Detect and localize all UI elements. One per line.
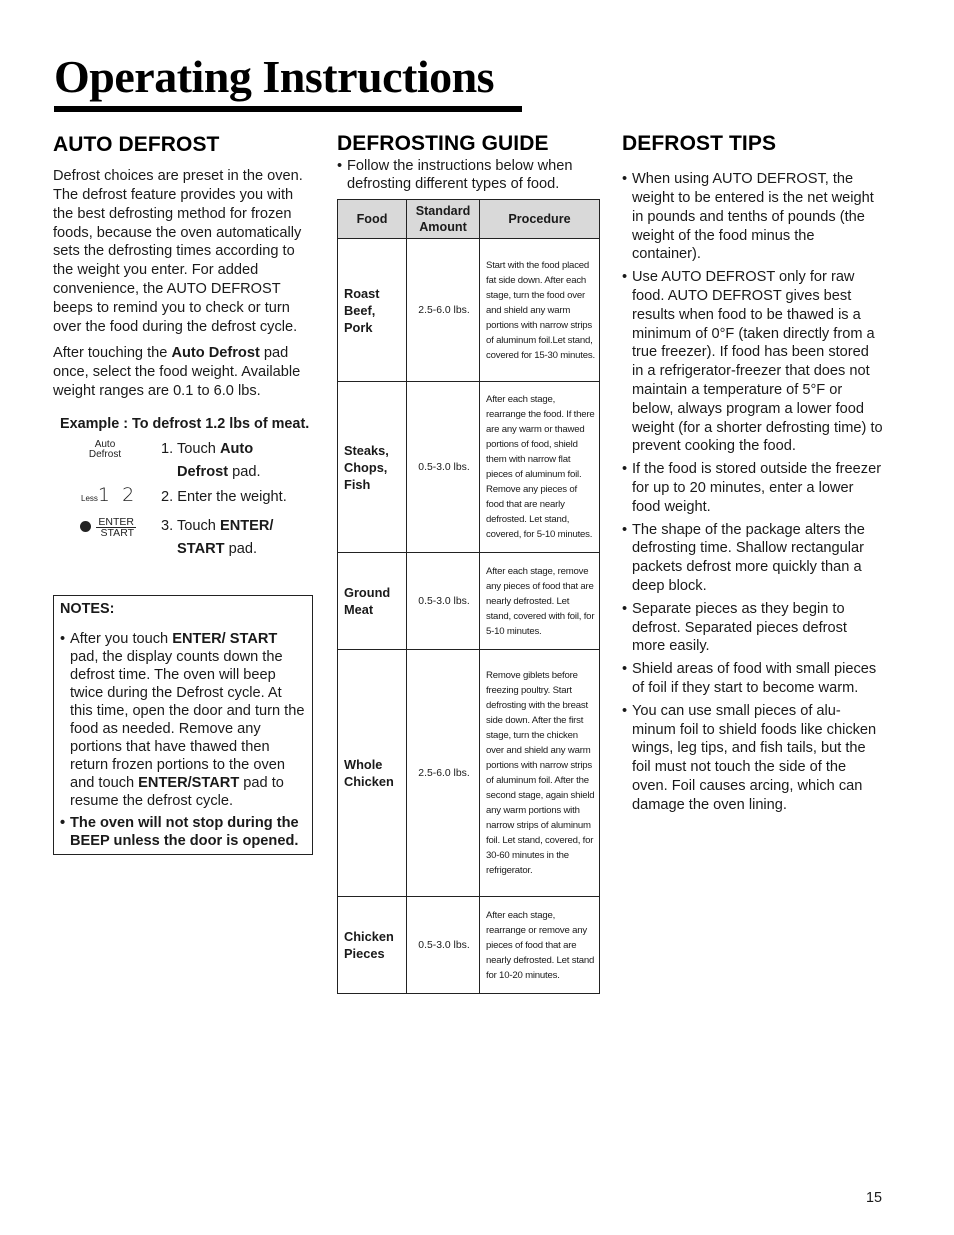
auto-defrost-section bbox=[53, 128, 317, 561]
page-title: Operating Instructions bbox=[54, 51, 495, 102]
table-row bbox=[338, 382, 600, 553]
example-step-2 bbox=[53, 483, 317, 509]
food-cell: Steaks, Chops, Fish bbox=[338, 382, 407, 553]
defrost-tips-section bbox=[622, 128, 884, 814]
food-cell: Ground Meat bbox=[338, 553, 407, 650]
list-item: • The shape of the package alters the defrosting time. Shallow rectangular packets defrost more quickly than a deep block. bbox=[622, 521, 865, 594]
text-segment: The oven will not stop during the BEEP unless the door is opened. bbox=[70, 815, 299, 849]
step-1-text bbox=[161, 438, 317, 484]
text-segment: pad. bbox=[228, 463, 261, 480]
notes-item: • The oven will not stop during the BEEP unless the door is opened. bbox=[60, 815, 299, 849]
icon-label-top: ENTER bbox=[98, 515, 134, 528]
list-item: • Shield areas of food with small pieces of foil if they start to become warm. bbox=[622, 661, 877, 696]
table-row bbox=[338, 897, 600, 994]
text-segment: The shape of the package alters the defrosting time. Shallow rectangular packets defrost more quickly than a deep block. bbox=[632, 521, 865, 594]
text-segment: pad once, select the food weight. Available weight ranges are 0.1 to 6.0 lbs. bbox=[53, 345, 301, 399]
table-header-row bbox=[338, 200, 600, 239]
step-3-text bbox=[161, 515, 317, 561]
text-bold: Auto bbox=[219, 440, 254, 457]
column-header-amount: Standard Amount bbox=[407, 200, 480, 239]
text-segment: If the food is stored outside the freezer for up to 20 minutes, enter a lower food weight. bbox=[632, 461, 882, 515]
amount-cell: 2.5-6.0 lbs. bbox=[407, 650, 480, 897]
auto-defrost-description: Defrost choices are preset in the oven. The defrost feature provides you with the best defrosting method for frozen foods, because the oven automatically sets the defrosting times according to the weight you enter. For added convenience, the AUTO DEFROST beeps to remind you to check or turn over the food during the defrost cycle. bbox=[53, 168, 303, 335]
defrost-tips-list bbox=[622, 170, 884, 814]
procedure-cell: Remove giblets before freezing poultry. Start defrosting with the breast side down. After the first stage, turn the chicken over and shield any warm portions with narrow strips of aluminum foil. After the second stage, again shield any warm portions with narrow strips of aluminum foil. Let stand, covered, for 30-60 minutes in the refrigerator. bbox=[480, 650, 600, 897]
table-row bbox=[338, 553, 600, 650]
number-pad-icon bbox=[81, 485, 141, 505]
lock-icon bbox=[80, 521, 91, 532]
list-item: • When using AUTO DEFROST, the weight to be entered is the net weight in pounds and tenths of pounds (the weight of the food minus the container). bbox=[622, 171, 874, 263]
procedure-cell: After each stage, rearrange the food. If there are any warm or thawed portions of food, shield them with narrow flat pieces of aluminum foil. Remove any pieces of food that are nearly defrosted. Let stand, covered, for 5-10 minutes. bbox=[480, 382, 600, 553]
text-bold: Defrost bbox=[177, 463, 229, 480]
notes-heading: NOTES: bbox=[60, 601, 115, 617]
amount-cell: 2.5-6.0 lbs. bbox=[407, 239, 480, 382]
icon-label-bottom: Defrost bbox=[88, 448, 122, 460]
text-segment: pad. bbox=[224, 540, 258, 557]
text-bold: ENTER/ START bbox=[172, 631, 278, 647]
icon-label-bottom: START bbox=[100, 526, 134, 539]
step-2-text: 2. Enter the weight. bbox=[161, 488, 287, 505]
notes-box bbox=[53, 595, 313, 855]
text-segment: Follow the instructions below when defrosting different types of food. bbox=[347, 158, 573, 193]
text-segment: After you touch bbox=[70, 631, 173, 647]
text-segment: 1. Touch bbox=[161, 440, 220, 457]
defrost-tips-heading: DEFROST TIPS bbox=[622, 132, 777, 155]
notes-item: • After you touch ENTER/ START pad, the display counts down the defrost time. The oven will beep twice during the Defrost cycle. At this time, open the door and turn the food as needed. Remove any portions that have thawed then return frozen portions to the oven and touch ENTER/START pad to resume the defrost cycle. bbox=[60, 631, 305, 809]
text-segment: After touching the bbox=[53, 345, 172, 362]
example-heading: Example : To defrost 1.2 lbs of meat. bbox=[60, 415, 310, 432]
text-segment: 3. Touch bbox=[161, 517, 220, 534]
procedure-cell: After each stage, rearrange or remove any pieces of food that are nearly defrosted. Let stand for 10-20 minutes. bbox=[480, 897, 600, 994]
defrosting-guide-heading: DEFROSTING GUIDE bbox=[337, 132, 549, 155]
page-number: 15 bbox=[866, 1190, 883, 1206]
defrosting-guide-intro: • Follow the instructions below when defrosting different types of food. bbox=[337, 158, 573, 193]
table-row bbox=[338, 239, 600, 382]
text-segment: pad, the display counts down the defrost time. The oven will beep twice during the Defrost cycle. At this time, open the door and turn the food as needed. Remove any portions that have thawed then return frozen portions to the oven and touch bbox=[70, 649, 305, 791]
column-header-procedure: Procedure bbox=[480, 200, 600, 239]
text-segment: Use AUTO DEFROST only for raw food. AUTO DEFROST gives best results when food to be thawed is a minimum of 0°F (taken directly from a true freezer). If food has been stored in a refrigerator-freezer that does not maintain a temperature of 5°F or below, always program a lower food weight (for a shorter defrosting time) to prevent cooking the food. bbox=[632, 269, 883, 455]
icon-label-top: Auto bbox=[94, 438, 116, 450]
auto-defrost-pad-icon bbox=[83, 440, 127, 460]
amount-cell: 0.5-3.0 lbs. bbox=[407, 382, 480, 553]
table-row bbox=[338, 650, 600, 897]
step-1-line2 bbox=[161, 461, 317, 484]
text-bold: ENTER/START bbox=[138, 775, 240, 791]
example-step-1 bbox=[53, 438, 317, 484]
column-header-food: Food bbox=[338, 200, 407, 239]
list-item: • Separate pieces as they begin to defrost. Separated pieces defrost more easily. bbox=[622, 600, 847, 655]
text-segment: pad to resume the defrost cycle. bbox=[70, 775, 284, 809]
amount-cell: 0.5-3.0 lbs. bbox=[407, 553, 480, 650]
food-cell: Roast Beef, Pork bbox=[338, 239, 407, 382]
less-label: Less bbox=[81, 493, 98, 503]
enter-start-pad-icon bbox=[80, 517, 136, 538]
text-segment: You can use small pieces of alu-minum foil to shield foods like chicken wings, leg tips, and fish tails, but the foil must not touch the side of the oven. Foil causes arcing, which can damage the oven lining. bbox=[632, 702, 877, 813]
auto-defrost-weight-instructions bbox=[53, 344, 317, 400]
title-underline bbox=[54, 106, 522, 112]
auto-defrost-heading: AUTO DEFROST bbox=[53, 133, 220, 156]
text-segment: Separate pieces as they begin to defrost. Separated pieces defrost more easily. bbox=[632, 600, 847, 655]
text-segment: Shield areas of food with small pieces of foil if they start to become warm. bbox=[632, 661, 877, 696]
digits-label: 1 2 bbox=[97, 483, 135, 506]
list-item: • If the food is stored outside the freezer for up to 20 minutes, enter a lower food weight. bbox=[622, 461, 882, 515]
list-item: • You can use small pieces of alu-minum foil to shield foods like chicken wings, leg tips, and fish tails, but the foil must not touch the side of the oven. Foil causes arcing, which can damage the oven lining. bbox=[622, 702, 877, 813]
auto-defrost-pad-label: Auto Defrost bbox=[171, 345, 260, 362]
food-cell: Chicken Pieces bbox=[338, 897, 407, 994]
procedure-cell: After each stage, remove any pieces of food that are nearly defrosted. Let stand, covered with foil, for 5-10 minutes. bbox=[480, 553, 600, 650]
defrosting-guide-section bbox=[337, 128, 599, 193]
text-bold: ENTER/ bbox=[219, 517, 274, 534]
list-item: • Use AUTO DEFROST only for raw food. AUTO DEFROST gives best results when food to be thawed is a minimum of 0°F (taken directly from a true freezer). If food has been stored in a refrigerator-freezer that does not maintain a temperature of 5°F or below, always program a lower food weight (for a shorter defrosting time) to prevent cooking the food. bbox=[622, 269, 883, 455]
amount-cell: 0.5-3.0 lbs. bbox=[407, 897, 480, 994]
procedure-cell: Start with the food placed fat side down. After each stage, turn the food over and shield any warm portions with narrow strips of aluminum foil.Let stand, covered for 15-30 minutes. bbox=[480, 239, 600, 382]
text-bold: START bbox=[177, 540, 225, 557]
step-3-line2 bbox=[161, 538, 317, 561]
defrosting-guide-table bbox=[337, 199, 600, 994]
notes-list bbox=[54, 630, 312, 850]
example-step-3 bbox=[53, 515, 317, 561]
food-cell: Whole Chicken bbox=[338, 650, 407, 897]
text-segment: When using AUTO DEFROST, the weight to be entered is the net weight in pounds and tenths of pounds (the weight of the food minus the container). bbox=[632, 171, 874, 263]
